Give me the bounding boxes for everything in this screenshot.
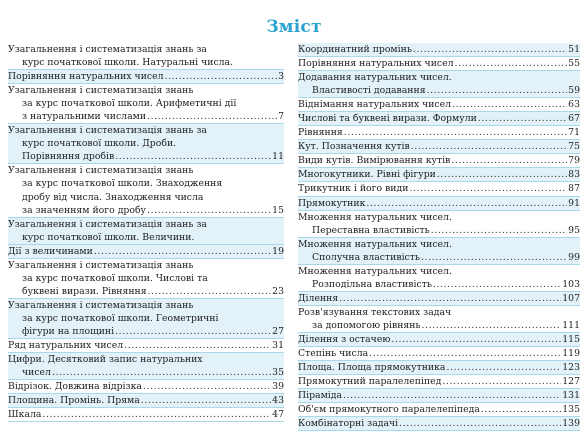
toc-entry-text: Узагальнення і систематизація знань [8, 299, 194, 311]
page-number: 23 [272, 285, 284, 297]
toc-entry[interactable] [298, 71, 580, 98]
toc-entry-last-line [298, 417, 580, 430]
toc-entry[interactable] [298, 292, 580, 306]
dot-leader [433, 278, 561, 291]
toc-entry[interactable] [298, 126, 580, 140]
toc-entry-last-line [8, 245, 284, 258]
page-number: 51 [568, 44, 580, 55]
toc-entry-last-line [8, 285, 284, 298]
toc-entry-text: Комбінаторні задачі [298, 418, 399, 430]
page-number: 71 [568, 127, 580, 139]
toc-entry-last-line [8, 70, 284, 83]
page-number: 43 [272, 395, 284, 407]
dot-leader [481, 403, 561, 416]
toc-entry-text: Множення натуральних чисел. [298, 265, 452, 277]
dot-leader [165, 70, 278, 83]
page-number: 75 [568, 141, 580, 153]
page-number: 135 [562, 404, 580, 416]
page-number: 79 [568, 155, 580, 167]
toc-entry-text: Узагальнення і систематизація знань [8, 85, 194, 97]
dot-leader [452, 98, 567, 111]
page-number: 7 [278, 111, 284, 123]
dot-leader [391, 333, 561, 346]
toc-entry[interactable] [8, 164, 284, 217]
toc-entry-text: Шкала [8, 409, 42, 421]
page-number: 27 [272, 325, 284, 337]
dot-leader [431, 224, 567, 237]
dot-leader [437, 168, 567, 181]
toc-entry[interactable] [298, 140, 580, 154]
toc-entry-text: Ряд натуральних чисел [8, 340, 124, 352]
toc-entry-text: чисел [22, 367, 51, 379]
toc-entry[interactable] [8, 299, 284, 339]
toc-entry[interactable] [298, 347, 580, 361]
toc-entry[interactable] [8, 218, 284, 245]
toc-entry-last-line [298, 43, 580, 56]
page-number: 3 [278, 71, 284, 83]
toc-entry-text: Переставна властивість [312, 224, 430, 236]
toc-entry[interactable] [298, 417, 580, 431]
toc-entry[interactable] [8, 43, 284, 70]
dot-leader [141, 394, 271, 407]
toc-entry-last-line [8, 394, 284, 407]
dot-leader [143, 380, 271, 393]
toc-entry-last-line [298, 333, 580, 346]
page-number: 103 [562, 278, 580, 290]
page-number: 111 [562, 319, 580, 331]
toc-entry-text: Координатний промінь [298, 44, 412, 55]
dot-leader [147, 204, 271, 217]
page-number: 39 [272, 381, 284, 393]
toc-entry-last-line [298, 403, 580, 416]
toc-entry-last-line [298, 168, 580, 181]
dot-leader [446, 361, 561, 374]
toc-entry[interactable] [298, 375, 580, 389]
toc-entry[interactable] [298, 238, 580, 265]
toc-entry[interactable] [298, 361, 580, 375]
toc-entry-last-line [298, 84, 580, 97]
toc-entry[interactable] [298, 389, 580, 403]
toc-entry[interactable] [298, 197, 580, 211]
toc-entry-text: за значенням його дробу [22, 204, 147, 216]
toc-entry-text: Ділення з остачею [298, 333, 391, 345]
toc-entry-text: Узагальнення і систематизація знань за [8, 125, 207, 137]
toc-entry-text: Степінь числа [298, 348, 369, 360]
toc-entry-last-line [298, 182, 580, 195]
toc-entry-last-line [298, 57, 580, 70]
toc-entry[interactable] [298, 168, 580, 182]
toc-entry-text: Прямокутний паралелепіпед [298, 376, 442, 388]
page-number: 107 [562, 292, 580, 304]
toc-entry-text: Порівняння натуральних чисел [298, 58, 454, 70]
toc-entry-text: Розв'язування текстових задач [298, 306, 452, 318]
toc-entry-text: Площа. Площа прямокутника [298, 362, 446, 374]
dot-leader [115, 150, 271, 163]
page-number: 31 [272, 340, 284, 352]
toc-entry[interactable] [8, 84, 284, 124]
toc-entry-text: Ділення [298, 292, 339, 304]
toc-entry-last-line [298, 224, 580, 237]
toc-entry[interactable] [8, 70, 284, 84]
dot-leader [148, 285, 272, 298]
page-number: 83 [568, 169, 580, 181]
toc-entry-text: за курс початкової школи. Числові та [22, 272, 208, 284]
page-number: 131 [562, 390, 580, 402]
page-number: 47 [272, 409, 284, 421]
toc-left-column [8, 43, 284, 422]
dot-leader [478, 112, 567, 125]
toc-entry-last-line [8, 339, 284, 352]
page-number: 55 [568, 58, 580, 70]
toc-entry[interactable] [8, 124, 284, 164]
toc-entry[interactable] [298, 154, 580, 168]
dot-leader [366, 197, 567, 210]
toc-entry[interactable] [8, 245, 284, 259]
page-number: 19 [272, 245, 284, 257]
page-number: 87 [568, 183, 580, 195]
toc-entry-text: за курс початкової школи. Знаходження [22, 178, 223, 190]
toc-entry-last-line [298, 292, 580, 305]
toc-entry-text: Відрізок. Довжина відрізка [8, 381, 142, 393]
dot-leader [451, 154, 567, 167]
toc-entry[interactable] [8, 408, 284, 422]
dot-leader [413, 43, 567, 56]
toc-entry-text: Цифри. Десятковий запис натуральних [8, 354, 203, 366]
toc-entry-last-line [298, 112, 580, 125]
toc-entry-text: Порівняння натуральних чисел [8, 71, 164, 83]
page-number: 67 [568, 113, 580, 125]
toc-entry-text: Дії з величинами [8, 245, 93, 257]
dot-leader [409, 182, 567, 195]
dot-leader [124, 339, 271, 352]
toc-entry-last-line [298, 319, 580, 332]
toc-entry-text: Віднімання натуральних чисел [298, 99, 452, 111]
toc-entry-last-line [298, 140, 580, 153]
dot-leader [147, 110, 277, 123]
toc-entry-text: Піраміда [298, 390, 343, 402]
page-number: 59 [568, 85, 580, 97]
toc-entry-last-line [298, 375, 580, 388]
dot-leader [411, 140, 567, 153]
page-number: 127 [562, 376, 580, 388]
toc-entry[interactable] [298, 265, 580, 292]
toc-entry[interactable] [298, 182, 580, 196]
toc-entry[interactable] [298, 43, 580, 57]
toc-entry[interactable] [298, 306, 580, 333]
toc-entry[interactable] [8, 394, 284, 408]
toc-entry-text: Площина. Промінь. Пряма [8, 395, 140, 407]
page-number: 99 [568, 251, 580, 263]
page-number: 95 [568, 224, 580, 236]
toc-entry-text: буквені вирази. Рівняння [22, 285, 147, 297]
toc-entry-text: Кут. Позначення кутів [298, 141, 410, 153]
toc-entry-text: Розподільна властивість [312, 278, 432, 290]
toc-entry-last-line [298, 361, 580, 374]
toc-entry-text: за курс початкової школи. Арифметичні дії [22, 98, 237, 110]
toc-entry-text: Числові та буквені вирази. Формули [298, 113, 477, 125]
toc-entry-text: за курс початкової школи. Геометричні [22, 312, 219, 324]
toc-entry-text: Трикутник і його види [298, 183, 409, 195]
dot-leader [442, 375, 561, 388]
page-title: Зміст [266, 17, 322, 37]
toc-entry-text: курс початкової школи. Величини. [22, 231, 195, 243]
toc-entry-text: Сполучна властивість [312, 251, 420, 263]
dot-leader [399, 417, 561, 430]
toc-right-column [298, 43, 580, 431]
page-number: 11 [272, 151, 284, 163]
toc-entry-text: Рівняння [298, 127, 343, 139]
page-number: 115 [562, 333, 580, 345]
toc-entry[interactable] [8, 339, 284, 353]
toc-entry-text: Прямокутник [298, 197, 366, 209]
page-number: 123 [562, 362, 580, 374]
toc-entry-last-line [8, 325, 284, 338]
toc-entry[interactable] [298, 98, 580, 112]
toc-entry-last-line [8, 366, 284, 379]
toc-entry-last-line [8, 408, 284, 421]
toc-entry-text: курс початкової школи. Натуральні числа. [22, 57, 234, 69]
toc-entry-text: за допомогою рівнянь [312, 319, 421, 331]
toc-entry-last-line [298, 126, 580, 139]
dot-leader [421, 251, 567, 264]
dot-leader [52, 366, 271, 379]
toc-entry[interactable] [8, 380, 284, 394]
toc-entry[interactable] [298, 112, 580, 126]
page-number: 63 [568, 99, 580, 111]
dot-leader [369, 347, 561, 360]
toc-entry-text: Узагальнення і систематизація знань за [8, 44, 207, 55]
page-number: 119 [562, 348, 580, 360]
dot-leader [42, 408, 271, 421]
page-number: 15 [272, 204, 284, 216]
toc-entry-last-line [298, 98, 580, 111]
toc-entry-text: Множення натуральних чисел. [298, 238, 452, 250]
toc-entry-text: фігури на площині [22, 325, 115, 337]
toc-entry-text: Множення натуральних чисел. [298, 211, 452, 223]
toc-entry-text: Узагальнення і систематизація знань [8, 259, 194, 271]
toc-entry-text: Властивості додавання [312, 85, 426, 97]
toc-entry-text: курс початкової школи. Дроби. [22, 138, 177, 150]
toc-entry-last-line [298, 251, 580, 264]
toc-entry-text: Види кутів. Вимірювання кутів [298, 155, 451, 167]
toc-entry-text: Додавання натуральних чисел. [298, 72, 452, 84]
dot-leader [339, 292, 561, 305]
toc-entry-text: з натуральними числами [22, 111, 147, 123]
dot-leader [343, 389, 561, 402]
toc-entry-last-line [298, 197, 580, 210]
dot-leader [115, 325, 271, 338]
toc-entry-last-line [8, 380, 284, 393]
dot-leader [94, 245, 271, 258]
dot-leader [455, 57, 568, 70]
toc-entry[interactable] [8, 353, 284, 380]
toc-entry[interactable] [298, 403, 580, 417]
dot-leader [427, 84, 568, 97]
toc-entry[interactable] [298, 333, 580, 347]
toc-entry-last-line [8, 150, 284, 163]
toc-entry-text: Многокутники. Рівні фігури [298, 169, 436, 181]
toc-entry-text: Узагальнення і систематизація знань [8, 165, 194, 177]
toc-entry-last-line [8, 110, 284, 123]
toc-entry-text: Узагальнення і систематизація знань за [8, 218, 207, 230]
toc-entry[interactable] [298, 57, 580, 71]
toc-entry-last-line [298, 278, 580, 291]
toc-entry-last-line [298, 347, 580, 360]
toc-entry-last-line [298, 389, 580, 402]
toc-entry-text: дробу від числа. Знаходження числа [22, 191, 204, 203]
dot-leader [422, 319, 562, 332]
toc-entry-last-line [298, 154, 580, 167]
page-number: 139 [562, 418, 580, 430]
toc-entry[interactable] [8, 259, 284, 299]
page-number: 35 [272, 367, 284, 379]
toc-entry-text: Об'єм прямокутного паралелепіпеда [298, 404, 480, 416]
toc-entry[interactable] [298, 211, 580, 238]
page-number: 91 [568, 197, 580, 209]
dot-leader [344, 126, 567, 139]
toc-entry-text: Порівняння дробів [22, 151, 115, 163]
toc-entry-last-line [8, 204, 284, 217]
